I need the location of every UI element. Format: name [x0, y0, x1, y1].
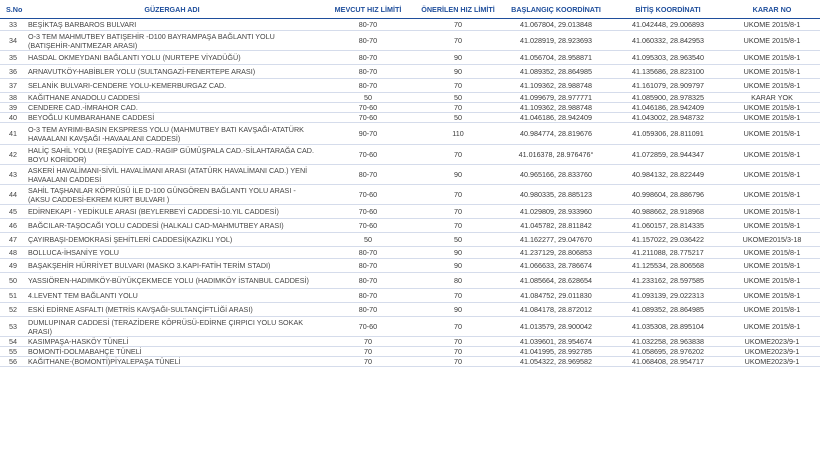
- row-start-coordinate: 41.029809, 28.933960: [500, 205, 612, 219]
- row-route-name: EDİRNEKAPI - YEDİKULE ARASI (BEYLERBEYİ CADDESİ-10.YIL CADDESİ): [24, 205, 320, 219]
- row-start-coordinate: 41.089352, 28.864985: [500, 65, 612, 79]
- row-suggested-limit: 110: [416, 123, 500, 145]
- row-end-coordinate: 41.157022, 29.036422: [612, 233, 724, 247]
- row-current-limit: 70-60: [320, 113, 416, 123]
- row-suggested-limit: 50: [416, 93, 500, 103]
- row-decision-no: UKOME2023/9-1: [724, 347, 820, 357]
- row-suggested-limit: 50: [416, 233, 500, 247]
- row-route-name: BAŞAKŞEHİR HÜRRİYET BULVARI (MASKO 3.KAPI-FATİH TERİM STADI): [24, 259, 320, 273]
- row-end-coordinate: 41.035308, 28.895104: [612, 317, 724, 337]
- row-start-coordinate: 41.084752, 29.011830: [500, 289, 612, 303]
- row-serial-no: 40: [0, 113, 24, 123]
- row-serial-no: 49: [0, 259, 24, 273]
- row-route-name: BAĞCILAR-TAŞOCAĞI YOLU CADDESİ (HALKALI CAD-MAHMUTBEY ARASI): [24, 219, 320, 233]
- row-end-coordinate: 41.135686, 28.823100: [612, 65, 724, 79]
- row-serial-no: 51: [0, 289, 24, 303]
- table-row: [0, 65, 820, 79]
- table-row: [0, 347, 820, 357]
- table-row: [0, 31, 820, 51]
- row-decision-no: UKOME 2015/8-1: [724, 103, 820, 113]
- row-end-coordinate: 41.093139, 29.022313: [612, 289, 724, 303]
- row-current-limit: 70-60: [320, 219, 416, 233]
- table-row: [0, 219, 820, 233]
- row-start-coordinate: 41.056704, 28.958871: [500, 51, 612, 65]
- row-decision-no: UKOME 2015/8-1: [724, 123, 820, 145]
- row-route-name: KASIMPAŞA-HASKÖY TÜNELİ: [24, 337, 320, 347]
- row-route-name: BEYOĞLU KUMBARAHANE CADDESİ: [24, 113, 320, 123]
- row-decision-no: UKOME 2015/8-1: [724, 247, 820, 259]
- row-end-coordinate: 41.211088, 28.775217: [612, 247, 724, 259]
- row-route-name: SAHİL TAŞHANLAR KÖPRÜSÜ İLE D-100 GÜNGÖREN BAĞLANTI YOLU ARASI - (AKSU CADDESİ-EKREM KURT BULVARI ): [24, 185, 320, 205]
- row-serial-no: 52: [0, 303, 24, 317]
- row-suggested-limit: 90: [416, 65, 500, 79]
- table-row: [0, 289, 820, 303]
- row-decision-no: UKOME 2015/8-1: [724, 205, 820, 219]
- row-start-coordinate: 41.085664, 28.628654: [500, 273, 612, 289]
- row-suggested-limit: 70: [416, 31, 500, 51]
- row-suggested-limit: 90: [416, 247, 500, 259]
- table-row: [0, 205, 820, 219]
- row-end-coordinate: 41.161079, 28.909797: [612, 79, 724, 93]
- row-route-name: BEŞİKTAŞ BARBAROS BULVARI: [24, 19, 320, 31]
- row-end-coordinate: 41.095303, 28.963540: [612, 51, 724, 65]
- header-start-coordinate: BAŞLANGIÇ KOORDİNATI: [500, 0, 612, 19]
- row-current-limit: 80-70: [320, 303, 416, 317]
- row-route-name: ÇAYIRBAŞI-DEMOKRASİ ŞEHİTLERİ CADDESİ(KAZIKLI YOL): [24, 233, 320, 247]
- row-start-coordinate: 41.237129, 28.806853: [500, 247, 612, 259]
- row-start-coordinate: 41.041995, 28.992785: [500, 347, 612, 357]
- row-suggested-limit: 90: [416, 259, 500, 273]
- header-route-name: GÜZERGAH ADI: [24, 0, 320, 19]
- row-current-limit: 70-60: [320, 317, 416, 337]
- row-start-coordinate: 41.045782, 28.811842: [500, 219, 612, 233]
- row-start-coordinate: 41.109362, 28.988748: [500, 103, 612, 113]
- table-row: [0, 337, 820, 347]
- row-suggested-limit: 50: [416, 113, 500, 123]
- row-current-limit: 80-70: [320, 259, 416, 273]
- row-start-coordinate: 41.039601, 28.954674: [500, 337, 612, 347]
- row-route-name: BOLLUCA-İHSANİYE YOLU: [24, 247, 320, 259]
- row-current-limit: 70-60: [320, 145, 416, 165]
- table-row: [0, 145, 820, 165]
- row-serial-no: 48: [0, 247, 24, 259]
- row-end-coordinate: 40.998604, 28.886796: [612, 185, 724, 205]
- row-suggested-limit: 90: [416, 51, 500, 65]
- row-route-name: CENDERE CAD.-İMRAHOR CAD.: [24, 103, 320, 113]
- row-serial-no: 44: [0, 185, 24, 205]
- row-decision-no: UKOME2023/9-1: [724, 337, 820, 347]
- row-suggested-limit: 80: [416, 273, 500, 289]
- header-row: [0, 0, 820, 19]
- table-row: [0, 185, 820, 205]
- row-suggested-limit: 70: [416, 79, 500, 93]
- row-start-coordinate: 41.066633, 28.786674: [500, 259, 612, 273]
- row-serial-no: 56: [0, 357, 24, 367]
- header-suggested-limit: ÖNERİLEN HIZ LİMİTİ: [416, 0, 500, 19]
- header-current-limit: MEVCUT HIZ LİMİTİ: [320, 0, 416, 19]
- row-decision-no: UKOME 2015/8-1: [724, 185, 820, 205]
- row-serial-no: 37: [0, 79, 24, 93]
- header-decision-no: KARAR NO: [724, 0, 820, 19]
- row-route-name: ASKERİ HAVALİMANI-SİVİL HAVALİMANI ARASI (ATATÜRK HAVALİMANI CAD.) YENİ HAVAALANI CADDESİ: [24, 165, 320, 185]
- row-suggested-limit: 70: [416, 19, 500, 31]
- row-serial-no: 46: [0, 219, 24, 233]
- row-suggested-limit: 70: [416, 145, 500, 165]
- row-current-limit: 80-70: [320, 247, 416, 259]
- row-current-limit: 80-70: [320, 19, 416, 31]
- row-current-limit: 80-70: [320, 165, 416, 185]
- row-serial-no: 34: [0, 31, 24, 51]
- row-serial-no: 45: [0, 205, 24, 219]
- row-suggested-limit: 70: [416, 317, 500, 337]
- row-route-name: YASSIÖREN-HADIMKÖY-BÜYÜKÇEKMECE YOLU (HADIMKÖY İSTANBUL CADDESİ): [24, 273, 320, 289]
- table-header: [0, 0, 820, 19]
- row-current-limit: 50: [320, 93, 416, 103]
- row-decision-no: KARAR YOK: [724, 93, 820, 103]
- row-decision-no: UKOME 2015/8-1: [724, 51, 820, 65]
- row-route-name: KAĞITHANE ANADOLU CADDESİ: [24, 93, 320, 103]
- row-end-coordinate: 41.032258, 28.963838: [612, 337, 724, 347]
- row-serial-no: 39: [0, 103, 24, 113]
- row-current-limit: 70-60: [320, 205, 416, 219]
- row-suggested-limit: 70: [416, 289, 500, 303]
- row-suggested-limit: 90: [416, 165, 500, 185]
- row-route-name: ARNAVUTKÖY-HABİBLER YOLU (SULTANGAZİ-FENERTEPE ARASI): [24, 65, 320, 79]
- row-suggested-limit: 70: [416, 185, 500, 205]
- row-suggested-limit: 70: [416, 103, 500, 113]
- row-suggested-limit: 70: [416, 337, 500, 347]
- row-current-limit: 80-70: [320, 289, 416, 303]
- row-end-coordinate: 41.233162, 28.597585: [612, 273, 724, 289]
- row-current-limit: 70: [320, 347, 416, 357]
- table-row: [0, 259, 820, 273]
- row-route-name: HALİÇ SAHİL YOLU (REŞADİYE CAD.-RAGIP GÜMÜŞPALA CAD.-SİLAHTARAĞA CAD. BOYU KORİDOR): [24, 145, 320, 165]
- row-current-limit: 90-70: [320, 123, 416, 145]
- row-serial-no: 41: [0, 123, 24, 145]
- row-decision-no: UKOME2015/3-18: [724, 233, 820, 247]
- row-current-limit: 80-70: [320, 31, 416, 51]
- row-end-coordinate: 41.043002, 28.948732: [612, 113, 724, 123]
- row-end-coordinate: 41.085900, 28.978325: [612, 93, 724, 103]
- row-route-name: ESKİ EDİRNE ASFALTI (METRİS KAVŞAĞI-SULTANÇİFTLİĞİ ARASI): [24, 303, 320, 317]
- row-end-coordinate: 41.072859, 28.944347: [612, 145, 724, 165]
- row-route-name: O-3 TEM AYRIMI-BASIN EKSPRESS YOLU (MAHMUTBEY BATI KAVŞAĞI-ATATÜRK HAVAALANI KAVŞAĞI -HAVAALANI CADDESİ): [24, 123, 320, 145]
- header-serial-no: S.No: [0, 0, 24, 19]
- row-start-coordinate: 41.162277, 29.047670: [500, 233, 612, 247]
- row-decision-no: UKOME 2015/8-1: [724, 79, 820, 93]
- row-end-coordinate: 41.042448, 29.006893: [612, 19, 724, 31]
- row-decision-no: UKOME 2015/8-1: [724, 19, 820, 31]
- row-serial-no: 54: [0, 337, 24, 347]
- row-start-coordinate: 41.084178, 28.872012: [500, 303, 612, 317]
- row-end-coordinate: 41.060332, 28.842953: [612, 31, 724, 51]
- row-decision-no: UKOME 2015/8-1: [724, 273, 820, 289]
- row-serial-no: 38: [0, 93, 24, 103]
- table-row: [0, 247, 820, 259]
- row-serial-no: 55: [0, 347, 24, 357]
- row-decision-no: UKOME 2015/8-1: [724, 259, 820, 273]
- row-current-limit: 70-60: [320, 103, 416, 113]
- row-end-coordinate: 41.089352, 28.864985: [612, 303, 724, 317]
- row-decision-no: UKOME 2015/8-1: [724, 303, 820, 317]
- row-route-name: 4.LEVENT TEM BAĞLANTI YOLU: [24, 289, 320, 303]
- row-end-coordinate: 41.060157, 28.814335: [612, 219, 724, 233]
- row-route-name: HASDAL OKMEYDANI BAĞLANTI YOLU (NURTEPE VİYADÜĞÜ): [24, 51, 320, 65]
- row-current-limit: 80-70: [320, 79, 416, 93]
- row-route-name: SELANİK BULVARI-CENDERE YOLU-KEMERBURGAZ CAD.: [24, 79, 320, 93]
- row-suggested-limit: 70: [416, 357, 500, 367]
- row-serial-no: 43: [0, 165, 24, 185]
- row-start-coordinate: 41.013579, 28.900042: [500, 317, 612, 337]
- row-decision-no: UKOME 2015/8-1: [724, 31, 820, 51]
- row-end-coordinate: 41.046186, 28.942409: [612, 103, 724, 113]
- row-serial-no: 53: [0, 317, 24, 337]
- row-decision-no: UKOME 2015/8-1: [724, 145, 820, 165]
- table-body: [0, 19, 820, 367]
- row-current-limit: 50: [320, 233, 416, 247]
- table-row: [0, 93, 820, 103]
- row-start-coordinate: 40.984774, 28.819676: [500, 123, 612, 145]
- row-suggested-limit: 70: [416, 347, 500, 357]
- row-start-coordinate: 41.067804, 29.013848: [500, 19, 612, 31]
- table-row: [0, 303, 820, 317]
- row-current-limit: 80-70: [320, 273, 416, 289]
- table-row: [0, 19, 820, 31]
- row-suggested-limit: 90: [416, 303, 500, 317]
- table-row: [0, 123, 820, 145]
- row-current-limit: 80-70: [320, 65, 416, 79]
- row-end-coordinate: 41.059306, 28.811091: [612, 123, 724, 145]
- row-decision-no: UKOME 2015/8-1: [724, 113, 820, 123]
- row-current-limit: 70: [320, 337, 416, 347]
- row-end-coordinate: 40.988662, 28.918968: [612, 205, 724, 219]
- row-decision-no: UKOME 2015/8-1: [724, 289, 820, 303]
- row-current-limit: 70: [320, 357, 416, 367]
- row-end-coordinate: 40.984132, 28.822449: [612, 165, 724, 185]
- row-suggested-limit: 70: [416, 219, 500, 233]
- row-serial-no: 50: [0, 273, 24, 289]
- row-end-coordinate: 41.125534, 28.806568: [612, 259, 724, 273]
- row-start-coordinate: 41.016378, 28.976476°: [500, 145, 612, 165]
- row-decision-no: UKOME 2015/8-1: [724, 65, 820, 79]
- row-decision-no: UKOME 2015/8-1: [724, 219, 820, 233]
- header-end-coordinate: BİTİŞ KOORDİNATI: [612, 0, 724, 19]
- row-start-coordinate: 41.046186, 28.942409: [500, 113, 612, 123]
- row-serial-no: 35: [0, 51, 24, 65]
- row-route-name: DUMLUPINAR CADDESİ (TERAZİDERE KÖPRÜSÜ-EDİRNE ÇIRPICI YOLU SOKAK ARASI): [24, 317, 320, 337]
- row-route-name: KAĞITHANE-(BOMONTİ)PİYALEPAŞA TÜNELİ: [24, 357, 320, 367]
- row-serial-no: 33: [0, 19, 24, 31]
- table-row: [0, 79, 820, 93]
- table-row: [0, 51, 820, 65]
- row-decision-no: UKOME 2015/8-1: [724, 165, 820, 185]
- row-serial-no: 36: [0, 65, 24, 79]
- row-start-coordinate: 41.109362, 28.988748: [500, 79, 612, 93]
- row-serial-no: 47: [0, 233, 24, 247]
- table-row: [0, 103, 820, 113]
- row-suggested-limit: 70: [416, 205, 500, 219]
- row-start-coordinate: 41.028919, 28.923693: [500, 31, 612, 51]
- table-row: [0, 233, 820, 247]
- row-current-limit: 80-70: [320, 51, 416, 65]
- row-route-name: O-3 TEM MAHMUTBEY BATIŞEHİR -D100 BAYRAMPAŞA BAĞLANTI YOLU (BATIŞEHİR-ANITMEZAR ARASI): [24, 31, 320, 51]
- row-end-coordinate: 41.068408, 28.954717: [612, 357, 724, 367]
- table-row: [0, 273, 820, 289]
- row-decision-no: UKOME 2015/8-1: [724, 317, 820, 337]
- row-start-coordinate: 40.980335, 28.885123: [500, 185, 612, 205]
- table-row: [0, 165, 820, 185]
- row-serial-no: 42: [0, 145, 24, 165]
- table-row: [0, 113, 820, 123]
- row-start-coordinate: 41.099679, 28.977771: [500, 93, 612, 103]
- row-decision-no: UKOME2023/9-1: [724, 357, 820, 367]
- table-row: [0, 357, 820, 367]
- row-start-coordinate: 40.965166, 28.833760: [500, 165, 612, 185]
- table-row: [0, 317, 820, 337]
- row-current-limit: 70-60: [320, 185, 416, 205]
- row-route-name: BOMONTİ-DOLMABAHÇE TÜNELİ: [24, 347, 320, 357]
- row-end-coordinate: 41.058695, 28.976202: [612, 347, 724, 357]
- row-start-coordinate: 41.054322, 28.969582: [500, 357, 612, 367]
